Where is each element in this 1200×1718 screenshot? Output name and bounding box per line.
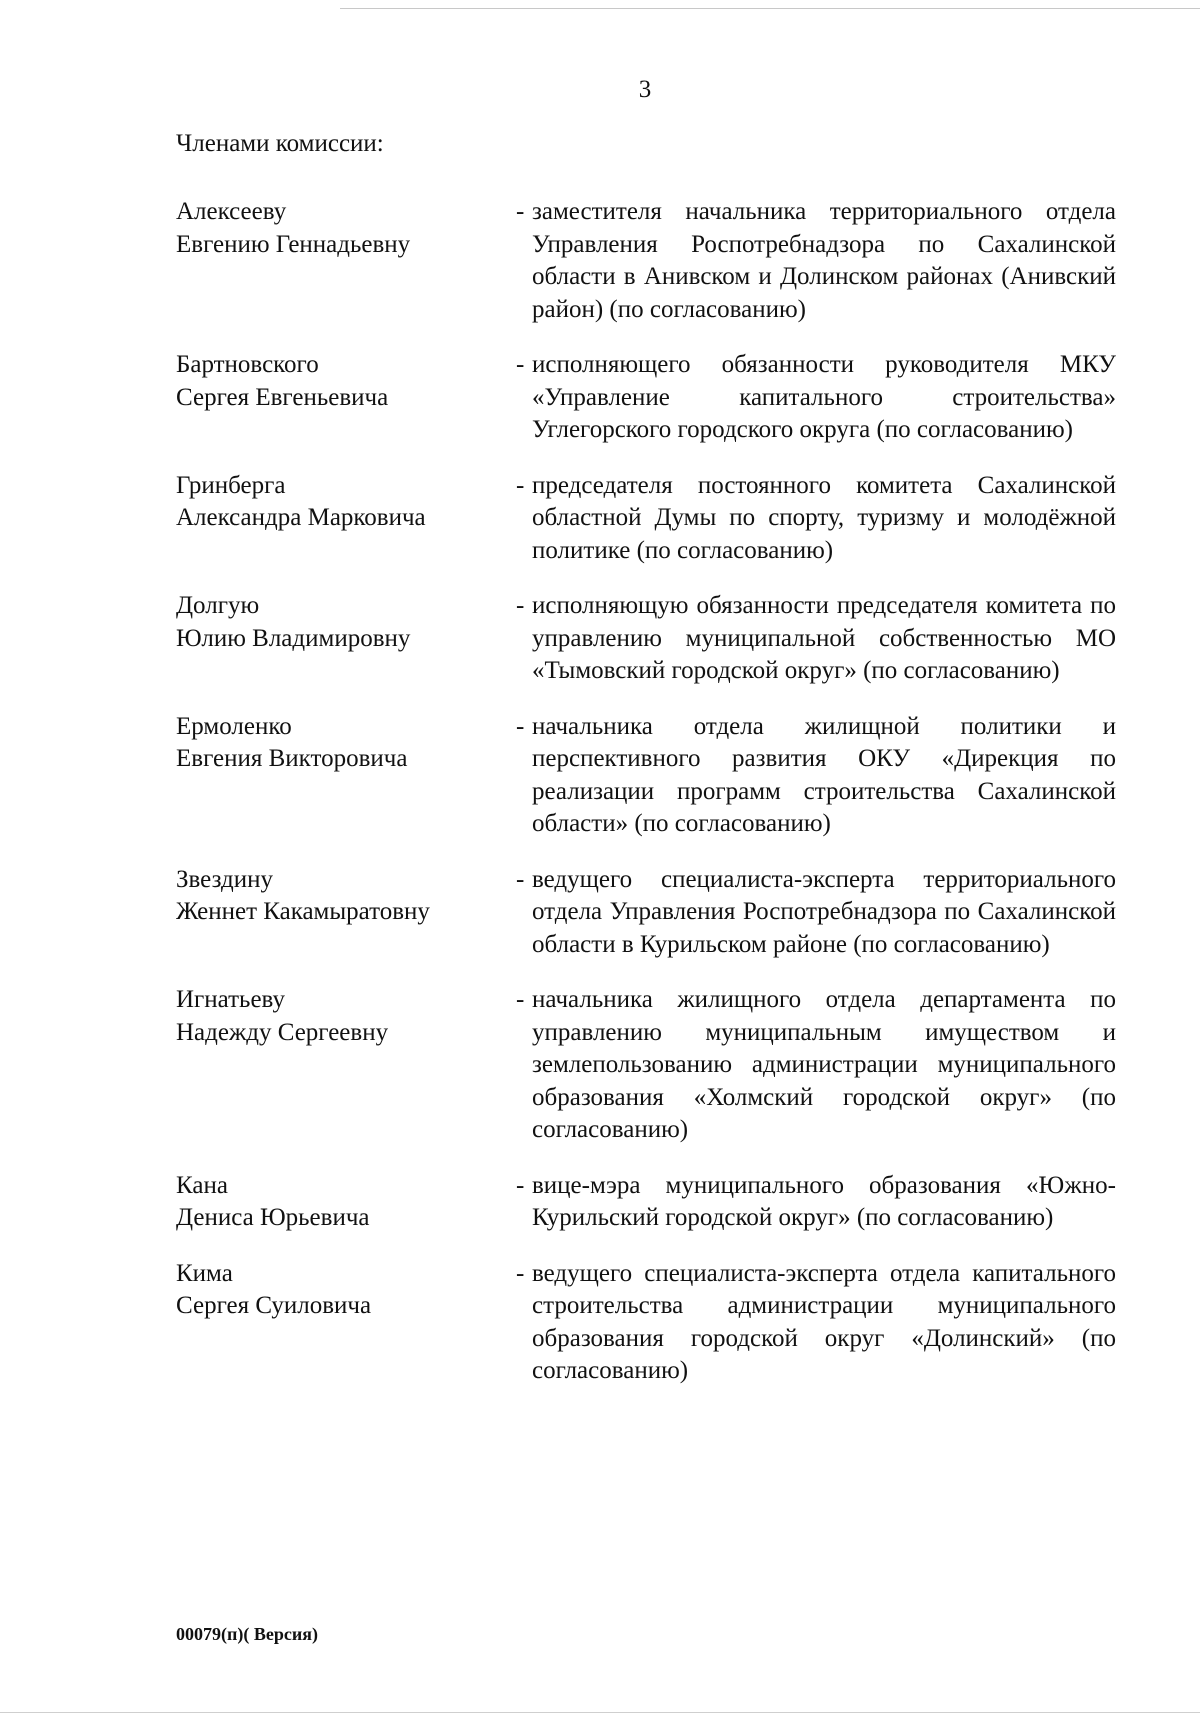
member-row xyxy=(176,984,1116,1147)
member-row xyxy=(176,196,1116,326)
member-name xyxy=(176,470,516,568)
member-dash: - xyxy=(516,865,525,893)
member-row xyxy=(176,864,1116,962)
member-dash: - xyxy=(516,1171,525,1199)
member-name xyxy=(176,1170,516,1235)
member-surname: Ермоленко xyxy=(176,712,292,740)
member-row xyxy=(176,711,1116,841)
member-name xyxy=(176,984,516,1147)
member-row xyxy=(176,590,1116,688)
member-surname: Кана xyxy=(176,1171,228,1199)
member-given-names: Евгения Викторовича xyxy=(176,745,408,772)
member-given-names: Сергея Суиловича xyxy=(176,1292,372,1319)
member-given-names: Сергея Евгеньевича xyxy=(176,383,389,411)
member-given-names: Женнет Какамыратовну xyxy=(176,898,430,925)
member-dash: - xyxy=(516,1259,525,1287)
member-name xyxy=(176,1258,516,1388)
member-dash: - xyxy=(516,592,525,619)
member-given-names: Юлию Владимировну xyxy=(176,624,411,652)
member-surname: Гринберга xyxy=(176,471,286,499)
top-scan-rule xyxy=(340,8,1200,9)
bottom-scan-rule xyxy=(0,1712,1200,1713)
member-surname: Долгую xyxy=(176,592,260,619)
member-name xyxy=(176,711,516,841)
page-number: 3 xyxy=(638,76,652,103)
member-row xyxy=(176,470,1116,568)
member-name xyxy=(176,864,516,962)
member-dash: - xyxy=(516,712,525,740)
member-given-names: Надежду Сергеевну xyxy=(176,1018,389,1046)
member-role: ведущего специалиста-эксперта территориального отдела Управления Роспотребнадзора по Сахалинской области в Курильском районе (по согласованию) xyxy=(532,865,1116,958)
member-role: начальника жилищного отдела департамента по управлению муниципальным имуществом и землепользованию администрации муниципального образования «Холмский городской округ» (по согласованию) xyxy=(532,986,1116,1143)
member-given-names: Евгению Геннадьевну xyxy=(176,230,411,258)
member-row xyxy=(176,1170,1116,1235)
member-dash: - xyxy=(516,471,525,499)
member-surname: Звездину xyxy=(176,865,273,893)
member-surname: Кима xyxy=(176,1259,233,1287)
member-name xyxy=(176,590,516,688)
member-surname: Алексееву xyxy=(176,198,287,225)
member-surname: Бартновского xyxy=(176,351,319,378)
member-role: начальника отдела жилищной политики и перспективного развития ОКУ «Дирекция по реализации программ строительства Сахалинской области» (по согласованию) xyxy=(532,712,1116,837)
member-row xyxy=(176,1258,1116,1388)
member-dash: - xyxy=(516,198,525,225)
member-name xyxy=(176,196,516,326)
member-given-names: Дениса Юрьевича xyxy=(176,1204,370,1231)
member-role: ведущего специалиста-эксперта отдела капитального строительства администрации муниципального образования городской округ «Долинский» (по согласованию) xyxy=(532,1259,1116,1384)
member-given-names: Александра Марковича xyxy=(176,504,426,531)
member-dash: - xyxy=(516,351,525,378)
member-role: исполняющего обязанности руководителя МКУ «Управление капитального строительства» Углегорского городского округа (по согласованию) xyxy=(532,351,1116,443)
member-surname: Игнатьеву xyxy=(176,986,286,1013)
member-dash: - xyxy=(516,986,525,1013)
members-list xyxy=(176,196,1116,1388)
member-row xyxy=(176,349,1116,447)
member-role: исполняющую обязанности председателя комитета по управлению муниципальной собственностью МО «Тымовский городской округ» (по согласованию) xyxy=(532,592,1116,684)
document-code: 00079(п)( Версия) xyxy=(176,1624,318,1644)
member-role: вице-мэра муниципального образования «Южно-Курильский городской округ» (по согласованию) xyxy=(532,1171,1116,1231)
section-heading: Членами комиссии: xyxy=(176,130,384,157)
member-name xyxy=(176,349,516,447)
member-role: заместителя начальника территориального отдела Управления Роспотребнадзора по Сахалинской области в Анивском и Долинском районах (Анивский район) (по согласованию) xyxy=(532,198,1116,323)
member-role: председателя постоянного комитета Сахалинской областной Думы по спорту, туризму и молодёжной политике (по согласованию) xyxy=(532,471,1116,564)
